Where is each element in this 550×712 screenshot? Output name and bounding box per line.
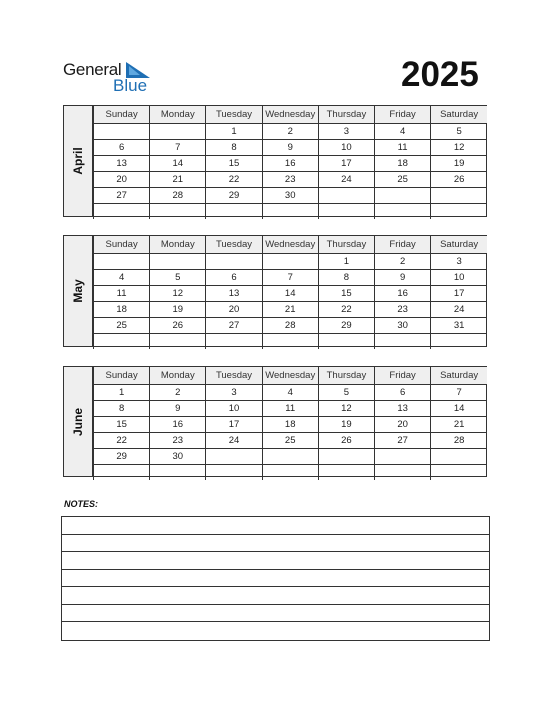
day-cell: 5 [318,385,374,401]
day-cell [262,254,318,270]
day-cell: 15 [318,286,374,302]
day-cell: 1 [206,124,262,140]
day-cell: 19 [150,302,206,318]
day-cell: 14 [150,156,206,172]
day-cell: 7 [431,385,487,401]
day-cell: 17 [318,156,374,172]
day-cell [206,254,262,270]
day-cell: 7 [262,270,318,286]
day-cell: 1 [94,385,150,401]
day-cell: 13 [94,156,150,172]
weekday-header: Thursday [318,236,374,254]
day-cell [375,449,431,465]
day-cell: 18 [375,156,431,172]
logo-text-general: General [63,60,122,79]
notes-line[interactable] [62,552,489,570]
notes-line[interactable] [62,535,489,553]
day-cell: 2 [150,385,206,401]
week-row [94,140,488,156]
day-cell: 28 [431,433,487,449]
day-cell: 27 [375,433,431,449]
day-cell: 18 [94,302,150,318]
day-cell [431,449,487,465]
weekday-header: Saturday [431,236,487,254]
day-cell: 31 [431,318,487,334]
day-cell: 11 [94,286,150,302]
notes-box[interactable] [61,516,490,641]
week-row [94,270,488,286]
day-cell: 23 [262,172,318,188]
week-row [94,286,488,302]
week-row [94,465,488,481]
day-cell: 29 [206,188,262,204]
week-row [94,433,488,449]
day-cell: 2 [262,124,318,140]
day-cell: 4 [94,270,150,286]
day-cell: 29 [94,449,150,465]
day-cell: 11 [375,140,431,156]
weekday-header: Wednesday [262,236,318,254]
day-cell: 30 [150,449,206,465]
notes-line[interactable] [62,570,489,588]
logo-text-blue: Blue [113,76,148,95]
day-cell: 4 [375,124,431,140]
day-cell [431,334,487,350]
day-cell: 13 [375,401,431,417]
day-cell: 5 [431,124,487,140]
month-label: May [64,236,93,346]
day-cell: 4 [262,385,318,401]
day-cell: 28 [262,318,318,334]
day-cell: 13 [206,286,262,302]
day-cell: 20 [94,172,150,188]
day-cell: 25 [375,172,431,188]
day-cell [375,465,431,481]
day-cell: 28 [150,188,206,204]
day-cell [94,254,150,270]
day-cell [262,334,318,350]
month-calendar-table [93,106,487,219]
week-row [94,318,488,334]
month-block-april [63,105,487,217]
day-cell: 26 [150,318,206,334]
day-cell: 3 [206,385,262,401]
day-cell: 6 [206,270,262,286]
day-cell [318,204,374,220]
weekday-header: Sunday [94,367,150,385]
day-cell: 24 [431,302,487,318]
day-cell: 20 [375,417,431,433]
day-cell [431,204,487,220]
day-cell: 6 [94,140,150,156]
day-cell [94,334,150,350]
day-cell [150,124,206,140]
day-cell [375,204,431,220]
day-cell [150,334,206,350]
week-row [94,417,488,433]
day-cell [150,254,206,270]
weekday-header: Tuesday [206,236,262,254]
day-cell [262,465,318,481]
weekday-header-row [94,367,488,385]
day-cell: 14 [431,401,487,417]
day-cell: 10 [431,270,487,286]
day-cell: 21 [150,172,206,188]
weekday-header: Sunday [94,106,150,124]
week-row [94,204,488,220]
day-cell [318,449,374,465]
day-cell: 19 [318,417,374,433]
day-cell [206,334,262,350]
day-cell: 30 [262,188,318,204]
week-row [94,302,488,318]
notes-line[interactable] [62,622,489,640]
day-cell: 22 [206,172,262,188]
weekday-header: Monday [150,236,206,254]
day-cell: 8 [318,270,374,286]
day-cell [262,204,318,220]
week-row [94,172,488,188]
week-row [94,449,488,465]
month-calendar-table [93,367,487,480]
day-cell: 27 [206,318,262,334]
day-cell: 12 [318,401,374,417]
month-block-may [63,235,487,347]
day-cell [431,188,487,204]
weekday-header: Wednesday [262,106,318,124]
day-cell: 24 [318,172,374,188]
day-cell: 3 [318,124,374,140]
day-cell: 2 [375,254,431,270]
day-cell: 19 [431,156,487,172]
weekday-header: Friday [375,236,431,254]
day-cell: 14 [262,286,318,302]
weekday-header: Thursday [318,106,374,124]
week-row [94,385,488,401]
day-cell: 8 [206,140,262,156]
week-row [94,124,488,140]
day-cell: 30 [375,318,431,334]
day-cell: 16 [375,286,431,302]
day-cell: 22 [318,302,374,318]
day-cell: 21 [431,417,487,433]
notes-title: NOTES: [64,499,99,509]
day-cell [431,465,487,481]
week-row [94,334,488,350]
day-cell: 6 [375,385,431,401]
day-cell [150,204,206,220]
day-cell: 3 [431,254,487,270]
day-cell [375,188,431,204]
day-cell: 10 [206,401,262,417]
day-cell: 15 [94,417,150,433]
day-cell: 29 [318,318,374,334]
day-cell [206,449,262,465]
weekday-header: Friday [375,106,431,124]
day-cell [94,465,150,481]
day-cell [94,204,150,220]
day-cell: 5 [150,270,206,286]
day-cell: 10 [318,140,374,156]
day-cell: 23 [150,433,206,449]
day-cell: 16 [262,156,318,172]
weekday-header: Saturday [431,367,487,385]
weekday-header: Saturday [431,106,487,124]
day-cell: 1 [318,254,374,270]
weekday-header: Tuesday [206,367,262,385]
weekday-header: Wednesday [262,367,318,385]
day-cell [94,124,150,140]
day-cell [262,449,318,465]
day-cell: 17 [431,286,487,302]
day-cell: 23 [375,302,431,318]
brand-logo [63,60,163,96]
weekday-header: Monday [150,106,206,124]
day-cell: 26 [431,172,487,188]
day-cell [206,465,262,481]
weekday-header: Tuesday [206,106,262,124]
day-cell: 12 [150,286,206,302]
notes-line[interactable] [62,517,489,535]
day-cell: 25 [94,318,150,334]
month-label: June [64,367,93,476]
day-cell: 8 [94,401,150,417]
day-cell [318,465,374,481]
day-cell [318,188,374,204]
day-cell: 7 [150,140,206,156]
day-cell: 18 [262,417,318,433]
day-cell: 9 [150,401,206,417]
day-cell: 25 [262,433,318,449]
week-row [94,401,488,417]
notes-line[interactable] [62,605,489,623]
day-cell: 21 [262,302,318,318]
day-cell: 12 [431,140,487,156]
day-cell [206,204,262,220]
week-row [94,156,488,172]
day-cell: 9 [262,140,318,156]
day-cell: 9 [375,270,431,286]
day-cell: 16 [150,417,206,433]
day-cell: 20 [206,302,262,318]
day-cell: 15 [206,156,262,172]
day-cell: 22 [94,433,150,449]
week-row [94,254,488,270]
weekday-header: Monday [150,367,206,385]
month-calendar-table [93,236,487,349]
day-cell: 17 [206,417,262,433]
weekday-header-row [94,236,488,254]
month-block-june [63,366,487,477]
day-cell: 27 [94,188,150,204]
weekday-header: Sunday [94,236,150,254]
day-cell: 11 [262,401,318,417]
day-cell [150,465,206,481]
month-label: April [64,106,93,216]
calendar-year: 2025 [401,55,479,94]
weekday-header: Thursday [318,367,374,385]
day-cell [318,334,374,350]
weekday-header-row [94,106,488,124]
day-cell: 24 [206,433,262,449]
day-cell [375,334,431,350]
day-cell: 26 [318,433,374,449]
notes-line[interactable] [62,587,489,605]
weekday-header: Friday [375,367,431,385]
week-row [94,188,488,204]
